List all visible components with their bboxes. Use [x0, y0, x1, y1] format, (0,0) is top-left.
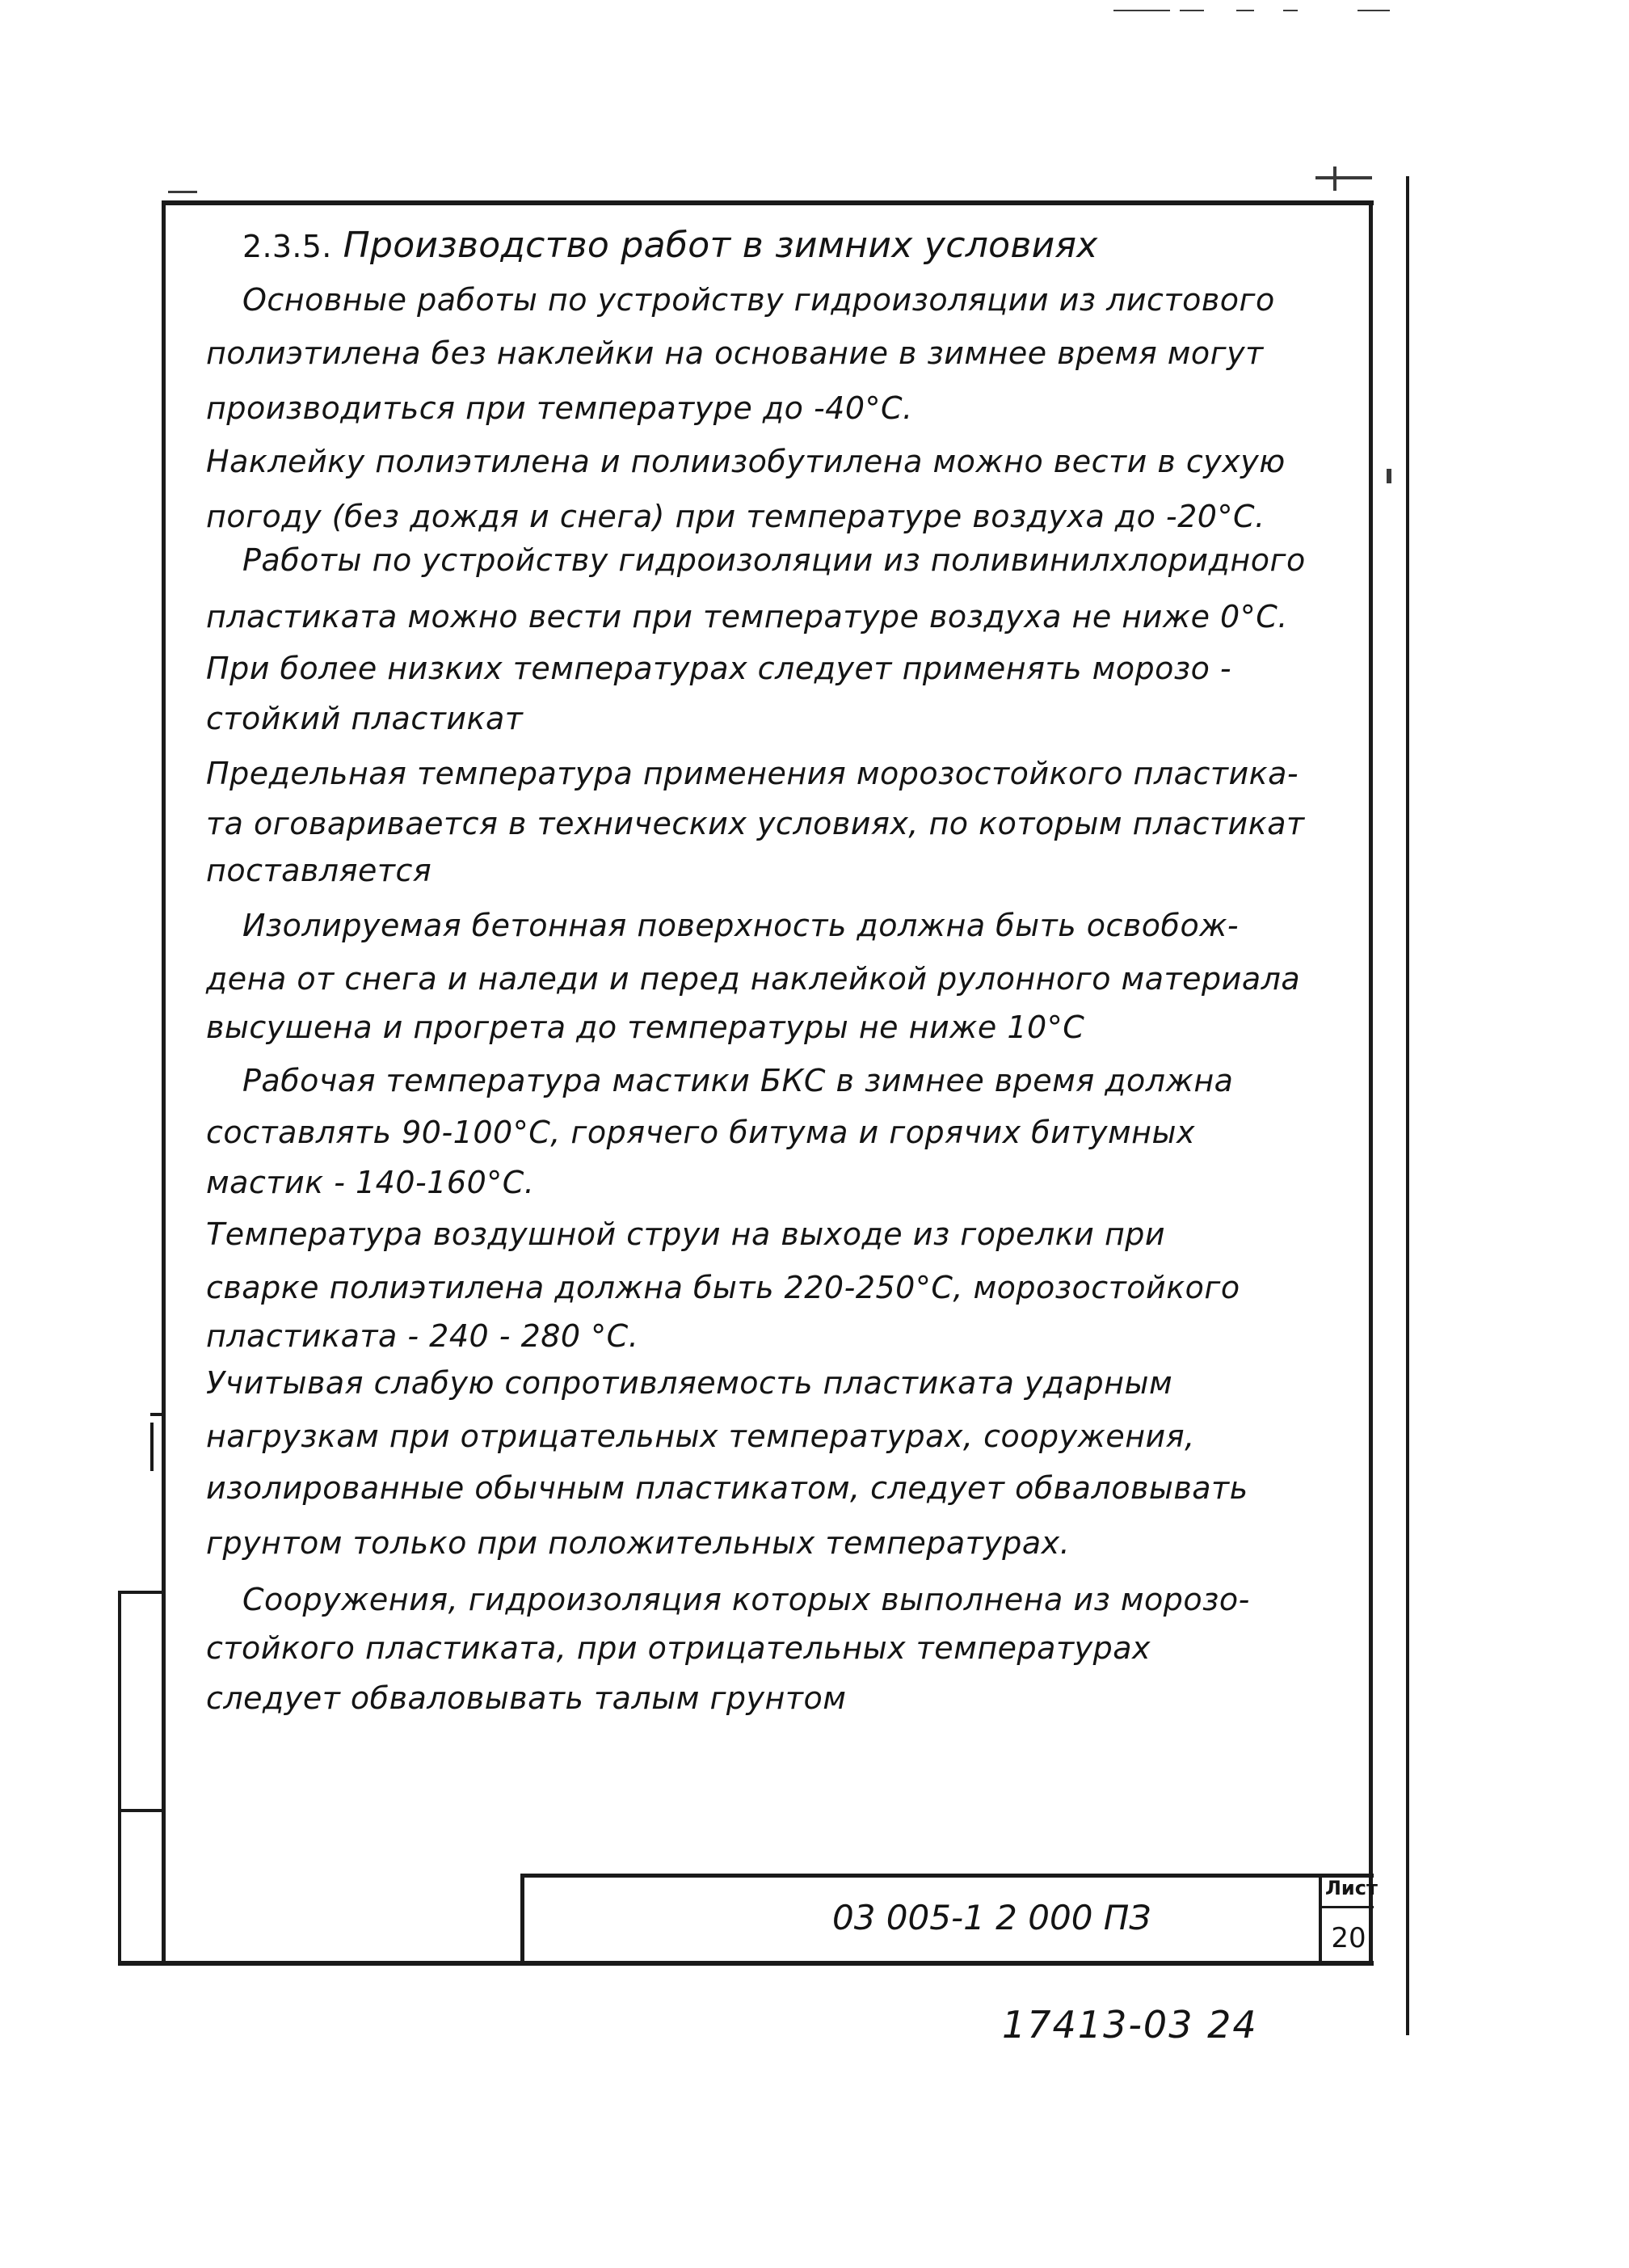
section-title: Производство работ в зимних условиях — [343, 225, 1098, 266]
body-line: изолированные обычным пластикатом, следует обваловывать — [206, 1470, 1248, 1506]
body-line: нагрузкам при отрицательных температурах, сооружения, — [206, 1419, 1195, 1454]
scan-artefact — [1333, 167, 1336, 191]
body-line: та оговаривается в технических условиях, по которым пластикат — [206, 806, 1305, 841]
body-line: Температура воздушной струи на выходе из горелки при — [206, 1216, 1166, 1252]
scan-artefact — [1387, 469, 1391, 483]
body-line: высушена и прогрета до температуры не ниже 10°С — [206, 1010, 1085, 1045]
title-block-sheet-separator — [1319, 1874, 1322, 1964]
body-line: пластиката - 240 - 280 °С. — [206, 1318, 639, 1354]
body-line: пластиката можно вести при температуре воздуха не ниже 0°С. — [206, 599, 1288, 634]
frame-top-border — [162, 200, 1374, 205]
scan-artefact — [168, 191, 197, 193]
body-line: Наклейку полиэтилена и полиизобутилена можно вести в сухую — [206, 444, 1286, 479]
margin-tick — [150, 1413, 165, 1416]
body-line: Предельная температура применения морозостойкого пластика- — [206, 756, 1299, 791]
frame-outer-right-border — [1406, 176, 1409, 2035]
margin-tick — [150, 1423, 154, 1471]
body-line: составлять 90-100°С, горячего битума и горячих битумных — [206, 1115, 1195, 1150]
scan-artefact — [1358, 10, 1390, 11]
document-code: 03 005-1 2 000 ПЗ — [832, 1898, 1151, 1937]
body-line: Рабочая температура мастики БКС в зимнее время должна — [242, 1063, 1234, 1098]
scan-artefact — [1180, 10, 1204, 11]
body-line: При более низких температурах следует применять морозо - — [206, 651, 1232, 686]
body-line: погоду (без дождя и снега) при температуре воздуха до -20°С. — [206, 499, 1265, 534]
scan-artefact — [1113, 10, 1170, 11]
scan-artefact — [1236, 10, 1254, 11]
title-block-top-border — [520, 1874, 1374, 1878]
body-line: стойкого пластиката, при отрицательных температурах — [206, 1630, 1151, 1666]
body-line: дена от снега и наледи и перед наклейкой рулонного материала — [206, 961, 1301, 997]
scan-artefact — [1315, 176, 1372, 179]
title-block-left-border — [520, 1874, 524, 1964]
binding-strip-divider — [118, 1809, 165, 1812]
body-line: Основные работы по устройству гидроизоляции из листового — [242, 282, 1275, 318]
archive-number: 17413-03 24 — [1002, 2003, 1258, 2047]
body-line: Работы по устройству гидроизоляции из поливинилхлоридного — [242, 542, 1306, 578]
sheet-label: Лист — [1325, 1877, 1378, 1899]
section-number: 2.3.5. — [242, 229, 332, 264]
sheet-number: 20 — [1331, 1922, 1366, 1954]
body-line: мастик - 140-160°С. — [206, 1165, 535, 1200]
body-line: Сооружения, гидроизоляция которых выполнена из морозо- — [242, 1582, 1250, 1617]
body-line: стойкий пластикат — [206, 701, 524, 736]
frame-right-border — [1369, 200, 1373, 1966]
body-line: грунтом только при положительных температурах. — [206, 1525, 1071, 1561]
binding-strip-vertical — [118, 1591, 121, 1964]
body-line: полиэтилена без наклейки на основание в зимнее время могут — [206, 335, 1264, 371]
scan-artefact — [1283, 10, 1298, 11]
body-line: Изолируемая бетонная поверхность должна быть освобож- — [242, 908, 1240, 943]
frame-left-border — [162, 200, 166, 1966]
frame-bottom-border — [118, 1961, 1374, 1966]
body-line: поставляется — [206, 853, 432, 888]
title-block-sheet-divider — [1319, 1906, 1374, 1908]
section-heading — [242, 225, 1098, 266]
body-line: Учитывая слабую сопротивляемость пластиката ударным — [206, 1365, 1173, 1401]
binding-strip-divider — [118, 1591, 165, 1594]
body-line: производиться при температуре до -40°С. — [206, 390, 913, 426]
body-line: сварке полиэтилена должна быть 220-250°С, морозостойкого — [206, 1270, 1240, 1305]
body-line: следует обваловывать талым грунтом — [206, 1680, 847, 1716]
